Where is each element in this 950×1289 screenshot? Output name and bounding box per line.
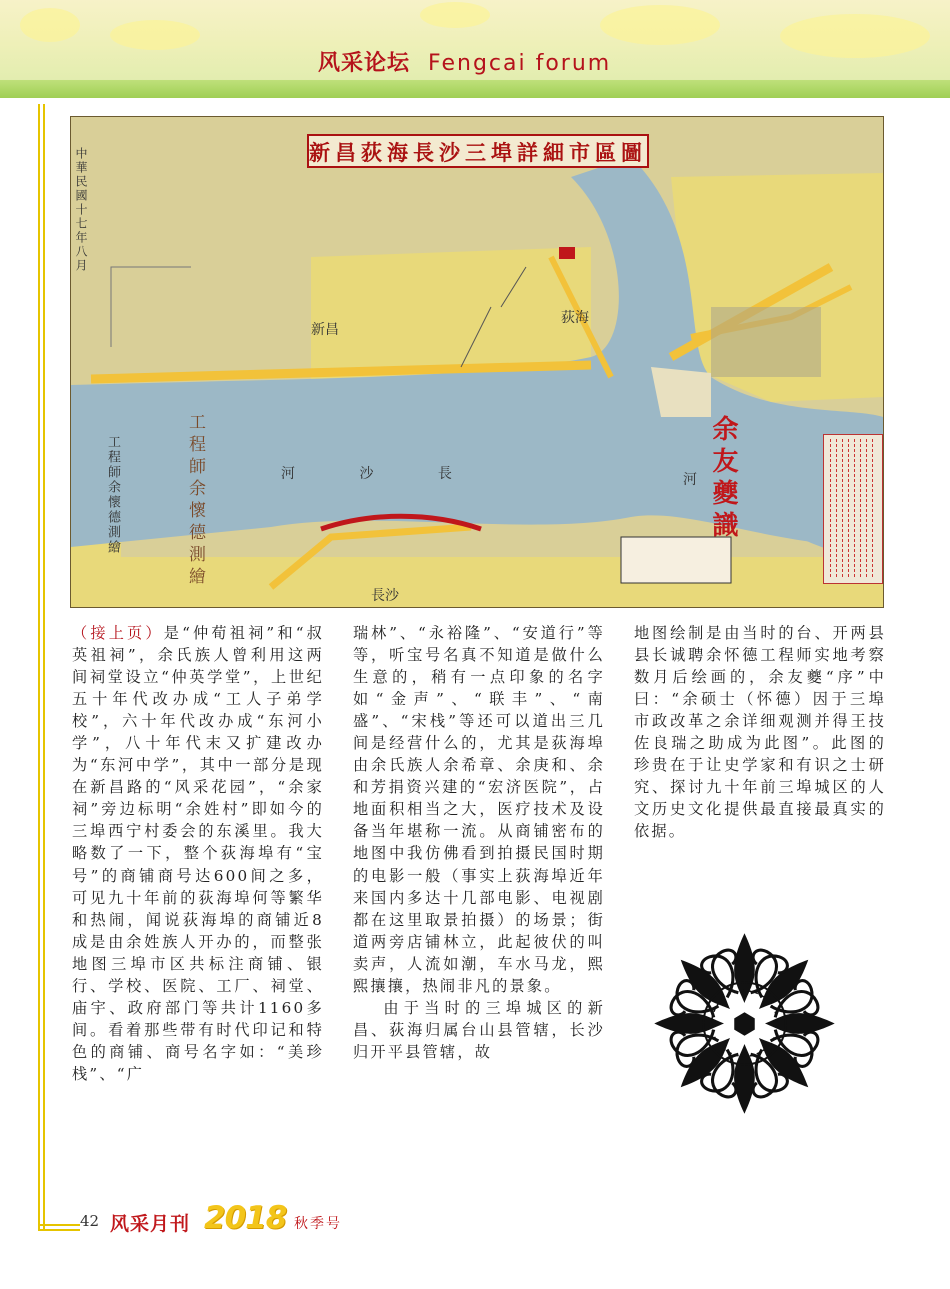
text-column-2	[353, 622, 605, 1063]
header-band	[0, 80, 950, 98]
paragraph: 由于当时的三埠城区的新昌、荻海归属台山县管辖，长沙归开平县管辖，故	[353, 998, 605, 1061]
blossom-decoration	[110, 20, 200, 50]
legend-box	[621, 537, 731, 583]
map-title: 新昌荻海長沙三埠詳細市區圖	[307, 134, 649, 168]
label-river: 河 沙 長	[281, 466, 482, 482]
historical-map-image	[70, 116, 884, 608]
preface-text-block	[823, 434, 883, 584]
text-column-1	[72, 622, 324, 1085]
map-credit-right: 余友夔識	[708, 415, 738, 543]
dihai-blocks	[711, 307, 821, 377]
magazine-season: 秋季号	[294, 1216, 342, 1232]
label-east-river: 河	[683, 472, 697, 488]
map-date: 中華民國十七年八月	[74, 147, 88, 273]
paragraph-text: 是“仲荀祖祠”和“叔英祖祠”，余氏族人曾利用这两间祠堂设立“仲英学堂”，上世纪五十年代改办成“工人子弟学校”，六十年代改办成“东河小学”，八十年代末又扩建改办为“东河中学”，其中一部分是现在新昌路的“风采花园”，“余家祠”旁边标明“余姓村”即如今的三埠西宁村委会的东溪里。我大略数了一下，整个荻海埠有“宝号”的商铺商号达600间之多，可见九十年前的荻海埠何等繁华和热闹，闻说荻海埠的商铺近8成是由余姓族人开办的，而整张地图三埠市区共标注商铺、银行、学校、医院、工厂、祠堂、庙宇、政府部门等共计1160多间。看着那些带有时代印记和特色的商铺、商号名字如：“美珍栈”、“广	[72, 624, 325, 1083]
blossom-decoration	[600, 5, 720, 45]
section-title	[318, 46, 611, 77]
blossom-decoration	[420, 2, 490, 28]
red-building	[559, 247, 575, 259]
map-credit-left: 工程師余懷德測繪	[105, 435, 120, 555]
blossom-decoration	[780, 14, 930, 58]
paragraph: 地图绘制是由当时的台、开两县县长诚聘余怀德工程师实地考察数月后绘画的，余友夔“序”中曰：“余硕士（怀德）因于三埠市政改革之余详细观测并得王技佐良瑞之助成为此图”。此图的珍贵在于让史学家和有识之士研究、探讨九十年前三埠城区的人文历史文化提供最直接最真实的依据。	[634, 624, 886, 841]
floral-ornament-icon	[642, 921, 847, 1126]
blossom-decoration	[20, 8, 80, 42]
continued-lead: （接上页）	[72, 624, 164, 642]
page-header	[0, 0, 950, 98]
gold-frame-horizontal	[38, 1224, 80, 1231]
text-column-3	[634, 622, 886, 842]
page-number: 42	[80, 1212, 100, 1230]
xinchang-district	[311, 247, 591, 379]
paragraph	[72, 622, 324, 1085]
map-credit-center: 工程師余懷德測繪	[185, 413, 205, 589]
island	[651, 367, 711, 417]
magazine-name: 风采月刊	[110, 1213, 191, 1235]
gold-frame-vertical	[38, 104, 45, 1229]
label-dihai: 荻海	[561, 310, 589, 326]
section-title-en: Fengcai forum	[428, 51, 612, 76]
label-xinchang: 新昌	[311, 322, 339, 338]
section-title-cn: 风采论坛	[318, 50, 411, 76]
label-changsha: 長沙	[371, 588, 399, 604]
paragraph: 瑞林”、“永裕隆”、“安道行”等等，听宝号名真不知道是做什么生意的，稍有一点印象的名字如“金声”、“联丰”、“南盛”、“宋栈”等还可以道出三几间是经营什么的，尤其是荻海埠由余氏族人余希章、余庚和、余和芳捐资兴建的“宏济医院”，占地面积相当之大，医疗技术及设备当年堪称一流。从商铺密布的地图中我仿佛看到拍摄民国时期的电影一般（事实上荻海埠近年来国内多达十几部电影、电视剧都在这里取景拍摄）的场景；街道两旁店铺林立，此起彼伏的叫卖声，人流如潮，车水马龙，熙熙攘攘，热闹非凡的景象。	[353, 624, 605, 995]
magazine-year-logo: 2018	[204, 1200, 287, 1236]
